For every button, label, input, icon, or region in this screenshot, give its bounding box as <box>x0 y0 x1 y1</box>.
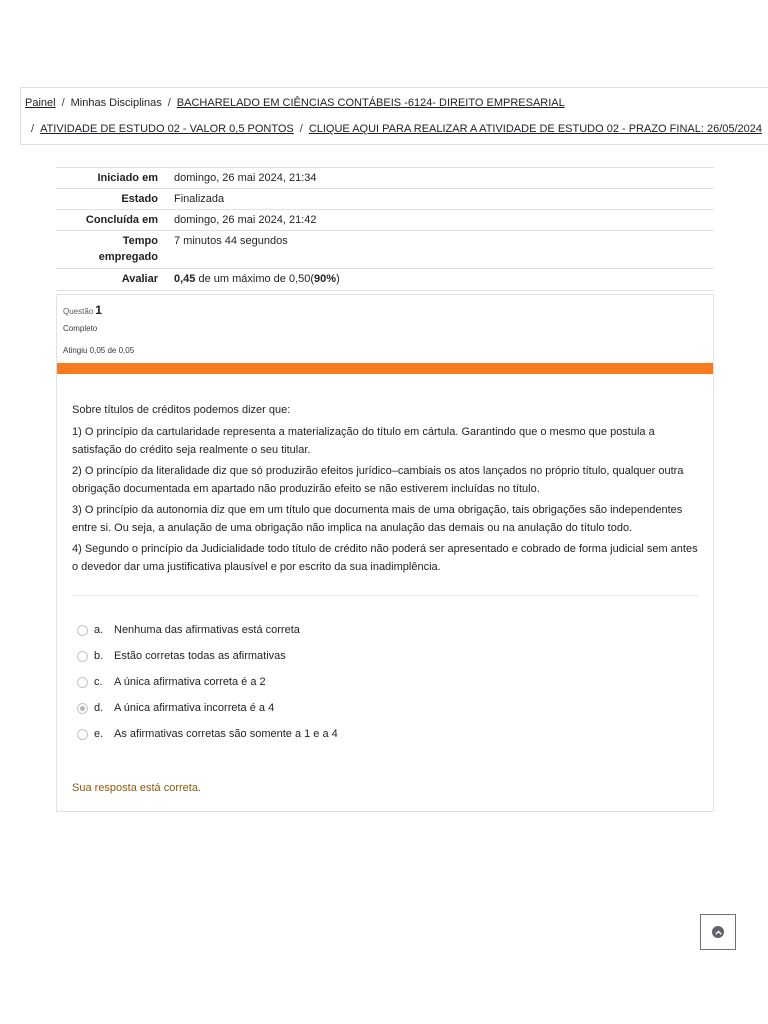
grade-percent: 90% <box>314 273 337 285</box>
question-state: Completo <box>63 324 98 333</box>
breadcrumb-link-quiz[interactable]: CLIQUE AQUI PARA REALIZAR A ATIVIDADE DE ESTUDO 02 - PRAZO FINAL: 26/05/2024 <box>308 123 763 135</box>
option-text: As afirmativas corretas são somente a 1 e a 4 <box>114 728 338 740</box>
radio-button[interactable] <box>77 651 88 662</box>
time-label-line-2: empregado <box>98 251 158 263</box>
option-text: Estão corretas todas as afirmativas <box>114 650 286 662</box>
started-value: domingo, 26 mai 2024, 21:34 <box>174 172 317 184</box>
breadcrumb-line-2 <box>31 124 762 135</box>
time-label <box>56 231 168 269</box>
summary-row-state <box>56 189 714 210</box>
question-number <box>63 303 102 317</box>
option-text: A única afirmativa incorreta é a 4 <box>114 702 275 714</box>
question-stem: Sobre títulos de créditos podemos dizer que: <box>72 404 291 416</box>
breadcrumb-line-1 <box>25 98 565 109</box>
grade-label: Avaliar <box>121 273 158 285</box>
breadcrumb-separator: / <box>167 97 171 109</box>
back-to-top-button[interactable] <box>700 914 736 950</box>
completed-label: Concluída em <box>85 214 158 226</box>
answer-option-d[interactable] <box>77 695 338 721</box>
option-text: Nenhuma das afirmativas está correta <box>114 624 300 636</box>
summary-row-time <box>56 231 714 269</box>
state-value: Finalizada <box>174 193 225 205</box>
breadcrumb-separator: / <box>299 123 303 135</box>
breadcrumb-separator: / <box>61 97 65 109</box>
breadcrumb-item-minhas-disciplinas: Minhas Disciplinas <box>70 97 162 109</box>
answer-option-a[interactable] <box>77 617 338 643</box>
time-value: 7 minutos 44 segundos <box>174 235 288 247</box>
summary-row-started <box>56 168 714 189</box>
grade-close: ) <box>336 273 340 285</box>
answer-option-b[interactable] <box>77 643 338 669</box>
answer-feedback: Sua resposta está correta. <box>72 782 202 794</box>
radio-button-selected[interactable] <box>77 703 88 714</box>
question-card <box>56 294 714 812</box>
question-text <box>72 401 702 579</box>
breadcrumb-separator: / <box>31 123 35 135</box>
option-letter: e. <box>94 728 104 740</box>
started-label: Iniciado em <box>97 172 158 184</box>
completed-value: domingo, 26 mai 2024, 21:42 <box>174 214 317 226</box>
grade-value <box>168 269 714 291</box>
option-text: A única afirmativa correta é a 2 <box>114 676 266 688</box>
time-label-line-1: Tempo <box>122 235 158 247</box>
statement-4: 4) Segundo o princípio da Judicialidade todo título de crédito não poderá ser apresentado e cobrado de forma judicial sem antes o devedor dar uma justificativa plausível e por escrito da sua inadimplência. <box>72 543 698 573</box>
option-letter: a. <box>94 624 104 636</box>
breadcrumb <box>20 87 768 145</box>
answer-option-e[interactable] <box>77 721 338 747</box>
grade-score: 0,45 <box>174 273 196 285</box>
statement-3: 3) O princípio da autonomia diz que em um título que documenta mais de uma obrigação, tais obrigações são independentes entre si. Ou seja, a anulação de uma obrigação não implica na anulação das demais ou na anulação do título todo. <box>72 504 683 534</box>
option-letter: c. <box>94 676 103 688</box>
statement-2: 2) O princípio da literalidade diz que só produzirão efeitos jurídico–cambiais os atos lançados no próprio título, qualquer outra obrigação documentada em apartado não produzirão efeito se não estiverem incluídas no título. <box>72 465 684 495</box>
statement-1: 1) O princípio da cartularidade representa a materialização do título em cártula. Garantindo que o mesmo que postula a satisfação do crédito seja realmente o seu titular. <box>72 426 655 456</box>
question-label: Questão <box>63 307 94 316</box>
option-letter: b. <box>94 650 104 662</box>
arrow-up-circle-icon <box>712 926 724 938</box>
breadcrumb-link-activity[interactable]: ATIVIDADE DE ESTUDO 02 - VALOR 0,5 PONTOS <box>40 123 294 135</box>
option-letter: d. <box>94 702 104 714</box>
radio-button[interactable] <box>77 677 88 688</box>
summary-row-completed <box>56 210 714 231</box>
breadcrumb-link-course[interactable]: BACHARELADO EM CIÊNCIAS CONTÁBEIS -6124- DIREITO EMPRESARIAL <box>176 97 565 109</box>
summary-row-grade <box>56 269 714 291</box>
attempt-summary-table <box>56 167 714 291</box>
answer-option-c[interactable] <box>77 669 338 695</box>
radio-button[interactable] <box>77 729 88 740</box>
question-progress-bar <box>57 363 713 374</box>
answer-options <box>77 617 338 747</box>
breadcrumb-link-painel[interactable]: Painel <box>25 97 56 109</box>
divider <box>72 595 699 596</box>
radio-button[interactable] <box>77 625 88 636</box>
question-number-value: 1 <box>95 303 102 317</box>
question-grade: Atingiu 0,05 de 0,05 <box>63 346 135 355</box>
state-label: Estado <box>121 193 158 205</box>
grade-text: de um máximo de 0,50( <box>195 273 315 285</box>
